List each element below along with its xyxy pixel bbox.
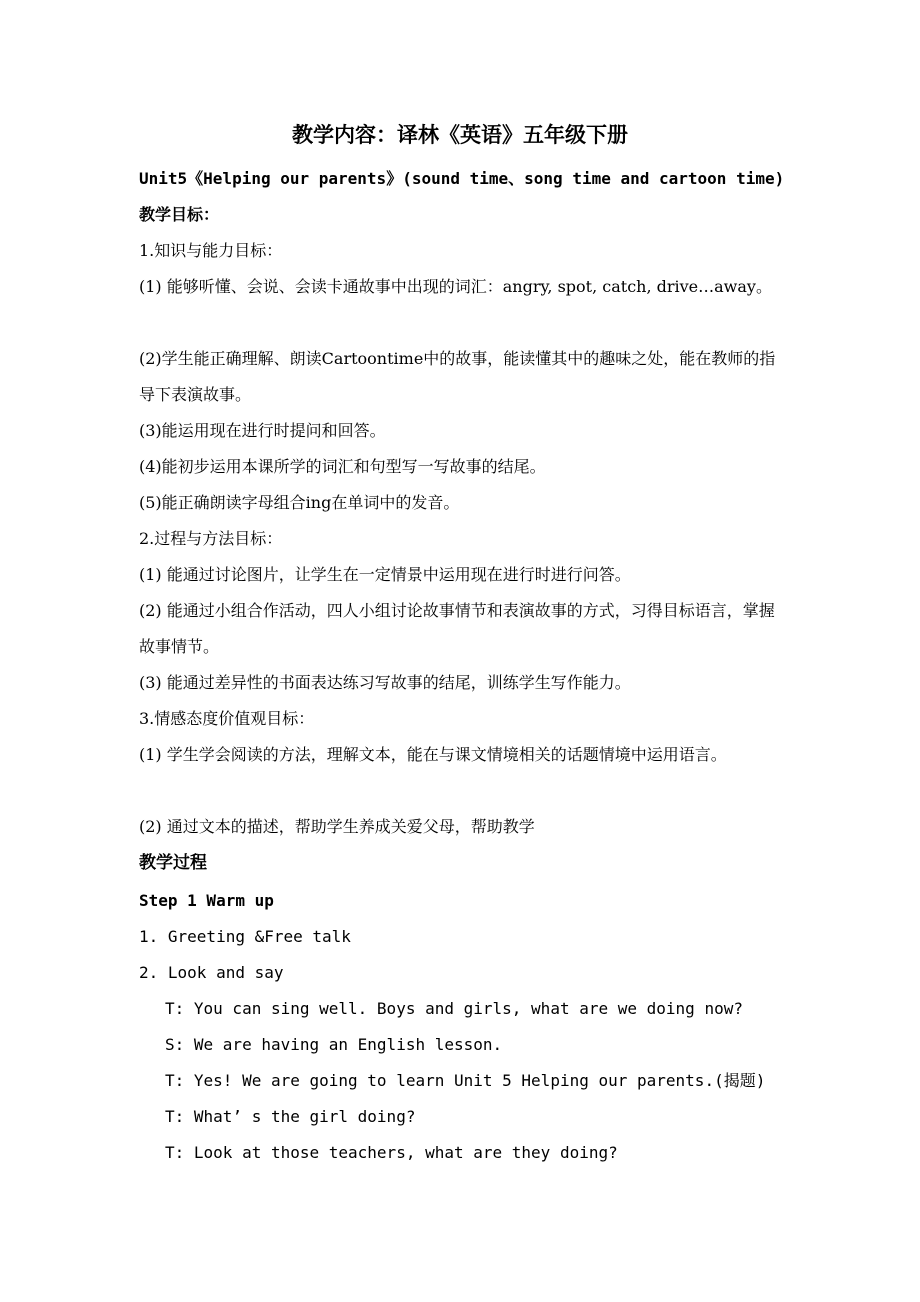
section1-item-3: (3)能运用现在进行时提问和回答。 <box>139 421 386 440</box>
dialogue-line-1: T: You can sing well. Boys and girls, what are we doing now? <box>165 999 743 1018</box>
section1-item-4: (4)能初步运用本课所学的词汇和句型写一写故事的结尾。 <box>139 457 546 476</box>
unit-line: Unit5《Helping our parents》(sound time、song time and cartoon time) <box>139 169 785 188</box>
section1-item-1: (1) 能够听懂、会说、会读卡通故事中出现的词汇：angry, spot, catch, drive…away。 <box>139 277 772 296</box>
dialogue-line-3: T: Yes! We are going to learn Unit 5 Helping our parents.(揭题) <box>165 1071 766 1090</box>
section2-item-3: (3) 能通过差异性的书面表达练习写故事的结尾，训练学生写作能力。 <box>139 673 631 692</box>
step1-heading: Step 1 Warm up <box>139 891 274 910</box>
section2-heading: 2.过程与方法目标： <box>139 529 283 548</box>
step1-item-2: 2. Look and say <box>139 963 284 982</box>
dialogue-line-2: S: We are having an English lesson. <box>165 1035 503 1054</box>
objectives-heading: 教学目标： <box>139 205 220 224</box>
section3-heading: 3.情感态度价值观目标： <box>139 709 315 728</box>
document-title: 教学内容：译林《英语》五年级下册 <box>292 122 628 147</box>
section2-item-2: (2) 能通过小组合作活动，四人小组讨论故事情节和表演故事的方式，习得目标语言，掌握故事情节。 <box>139 601 775 656</box>
process-heading: 教学过程 <box>139 853 207 873</box>
section1-item-5: (5)能正确朗读字母组合ing在单词中的发音。 <box>139 493 460 512</box>
dialogue-line-5: T: Look at those teachers, what are they doing? <box>165 1143 618 1162</box>
section3-item-1: (1) 学生学会阅读的方法，理解文本，能在与课文情境相关的话题情境中运用语言。 <box>139 745 727 764</box>
step1-item-1: 1. Greeting &Free talk <box>139 927 351 946</box>
dialogue-line-4: T: What’ s the girl doing? <box>165 1107 416 1126</box>
section1-heading: 1.知识与能力目标： <box>139 241 283 260</box>
section3-item-2: (2) 通过文本的描述，帮助学生养成关爱父母，帮助教学 <box>139 817 535 836</box>
section2-item-1: (1) 能通过讨论图片，让学生在一定情景中运用现在进行时进行问答。 <box>139 565 631 584</box>
section1-item-2: (2)学生能正确理解、朗读Cartoontime中的故事，能读懂其中的趣味之处，能在教师的指导下表演故事。 <box>139 349 776 404</box>
